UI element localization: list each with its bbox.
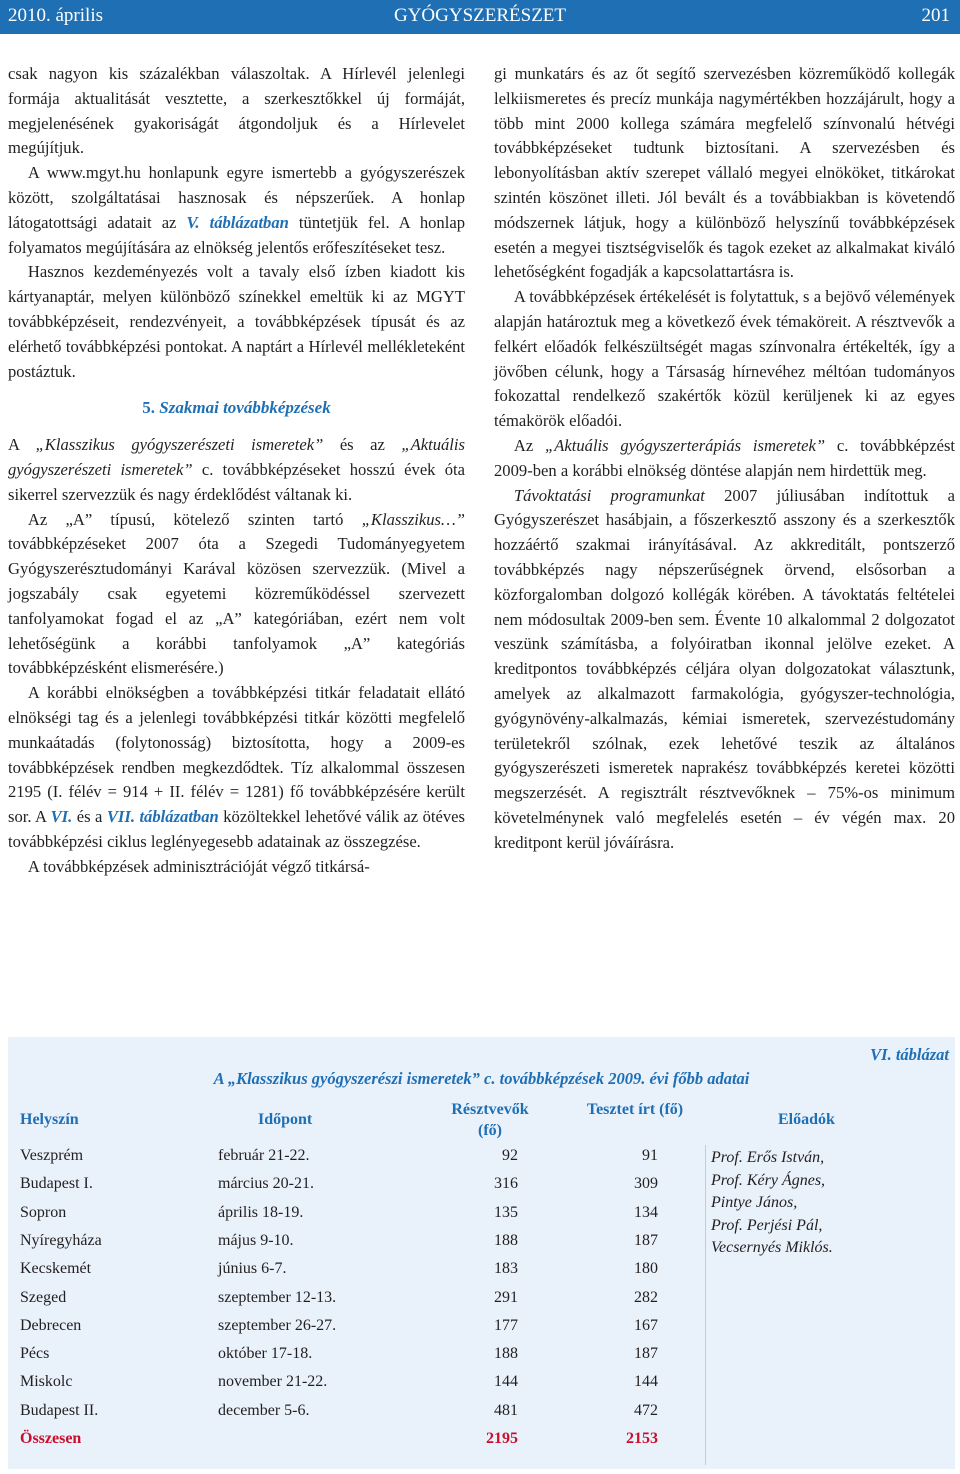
table-row xyxy=(8,1340,708,1367)
cell-participants: 177 xyxy=(494,1316,518,1334)
table-row xyxy=(8,1199,708,1226)
paragraph: A www.mgyt.hu honlapunk egyre ismertebb a gyógyszerészek között, szolgáltatásai hasznosak és népszerűek. A honlap látogatottsági adatait az V. táblázatban tüntetjük fel. A honlap folyamatos megújítására az elnökség jelentős erőfeszítéseket tesz. xyxy=(8,163,465,257)
header-place: Helyszín xyxy=(20,1111,79,1128)
table-row xyxy=(8,1170,708,1197)
table-row xyxy=(8,1368,708,1395)
cell-place: Nyíregyháza xyxy=(20,1231,102,1249)
cell-place: Miskolc xyxy=(20,1373,73,1391)
cell-participants: 188 xyxy=(494,1231,518,1249)
cell-date: június 6-7. xyxy=(218,1260,287,1278)
cell-tests: 167 xyxy=(634,1316,658,1334)
cell-tests: 180 xyxy=(634,1260,658,1278)
cell-tests: 2153 xyxy=(626,1430,658,1447)
lecturer: Prof. Kéry Ágnes, xyxy=(711,1171,826,1189)
cell-participants: 92 xyxy=(502,1147,518,1164)
lecturer: Prof. Perjési Pál, xyxy=(711,1216,823,1234)
cell-date: december 5-6. xyxy=(218,1401,310,1419)
cell-place: Kecskemét xyxy=(20,1260,92,1278)
cell-tests: 282 xyxy=(634,1288,658,1306)
cell-tests: 187 xyxy=(634,1345,658,1363)
paragraph: Hasznos kezdeményezés volt a tavaly első ízben kiadott kis kártyanaptár, melyen különböző színekkel emeltük ki az MGYT továbbképzéseit, rendezvényeit, a továbbképzések típusát és az elérhető továbbképzési pontokat. A naptárt a Hírlevél mellékleteként postáztuk. xyxy=(8,262,465,381)
data-table xyxy=(8,1037,955,1469)
table-row xyxy=(8,1397,708,1424)
paragraph: A továbbképzések értékelését is folytattuk, s a bejövő vélemények alapján határoztuk meg a következő évek témaköreit. A résztvevők a felkért előadók felkészültségét magas színvonalra értékelték, így a jövőben célunk, hogy a Társaság hírnevéhez méltóan tudományos fokozattal rendelkező szakértők közül kerüljenek ki az egyes témakörök előadói. xyxy=(494,287,955,431)
paragraph: Az „Aktuális gyógyszerterápiás ismeretek” c. továbbképzést 2009-ben a korábbi elnökség döntése alapján nem hirdettük meg. xyxy=(494,435,956,480)
journal-title: GYÓGYSZERÉSZET xyxy=(393,5,567,26)
paragraph: A továbbképzések adminisztrációját végző titkársá- xyxy=(27,856,370,876)
cell-date: május 9-10. xyxy=(218,1231,294,1249)
cell-place: Budapest I. xyxy=(20,1175,93,1193)
issue-date: 2010. április xyxy=(8,5,103,26)
cell-place: Debrecen xyxy=(20,1316,82,1334)
cell-place: Összesen xyxy=(20,1430,82,1447)
cell-date: szeptember 12-13. xyxy=(218,1288,337,1306)
header-participants: Résztvevők (fő) xyxy=(451,1101,529,1139)
cell-participants: 135 xyxy=(494,1203,518,1221)
right-column xyxy=(494,62,955,856)
page-number: 201 xyxy=(921,5,950,26)
cell-place: Pécs xyxy=(20,1345,50,1363)
table-row xyxy=(8,1227,708,1254)
cell-participants: 291 xyxy=(494,1288,518,1306)
cell-tests: 309 xyxy=(634,1175,658,1193)
header-date: Időpont xyxy=(258,1111,313,1128)
lecturer: Vecsernyés Miklós. xyxy=(711,1239,833,1256)
divider xyxy=(705,1145,706,1465)
table-row xyxy=(8,1284,708,1311)
cell-participants: 188 xyxy=(494,1345,518,1363)
page-header xyxy=(0,0,960,34)
paragraph: Távoktatási programunkat 2007 júliusában indítottuk a Gyógyszerészet hasábjain, a főszerkesztő asszony és a szerkesztők hozzáértő szakmai irányításával. Az akkreditált, pontszerző továbbképzés nagy népszerűségnek örvend, elsősorban a közforgalomban dolgozó kollégák körében. A távoktatás feltételei nem módosultak 2009-ben sem. Évente 10 alkalommal 2 dolgozatot veszünk számításba, a folyóiratban ikonnal jelölve ezeket. A kreditpontos továbbképzés céljára olyan dolgozatokat választunk, amelyek az alkalmazott farmakológia, gyógyszer-technológia, gyógynövény-alkalmazás, kémiai ismeretek, szervezéstudomány területekről szólnak, ezek lehetővé teszik az általános gyógyszerészeti ismeretek naprakész továbbképzés keretei közötti megszerzését. A regisztrált résztvevőknek – 75%-os minimum követelménynek való megfelelés esetén – év végén max. 20 kreditpont kerül jóváírásra. xyxy=(494,485,956,852)
cell-participants: 316 xyxy=(494,1175,518,1193)
header-tests: Tesztet írt (fő) xyxy=(586,1101,684,1118)
cell-participants: 481 xyxy=(494,1401,518,1419)
cell-tests: 187 xyxy=(634,1231,658,1249)
cell-tests: 144 xyxy=(634,1373,658,1391)
cell-tests: 134 xyxy=(634,1203,658,1221)
paragraph: A korábbi elnökségben a továbbképzési titkár feladatait ellátó elnökségi tag és a jelenlegi továbbképzési titkár közötti megfelelő munkaátadás (folytonosság) biztosította, hogy a 2009-es továbbképzések rendben megkezdődtek. Tíz alkalommal összesen 2195 (I. félév = 914 + II. félév = 1281) fő továbbképzésére került sor. A VI. és a VII. táblázatban közöltekkel lehetővé válik az ötéves továbbképzési ciklus leglényegesebb adatainak az összegzése. xyxy=(8,683,465,851)
left-column xyxy=(8,62,465,880)
cell-place: Sopron xyxy=(20,1203,67,1221)
cell-date: február 21-22. xyxy=(218,1147,310,1164)
table-row xyxy=(8,1312,708,1339)
header-lecturers: Előadók xyxy=(778,1111,835,1128)
lecturers-list xyxy=(711,1147,931,1260)
table-total-row xyxy=(8,1425,708,1452)
table-row xyxy=(8,1142,708,1169)
lecturer: Prof. Erős István, xyxy=(711,1149,825,1166)
cell-date: március 20-21. xyxy=(218,1175,314,1193)
cell-date: november 21-22. xyxy=(218,1373,328,1391)
cell-date: szeptember 26-27. xyxy=(218,1316,337,1334)
table-caption: VI. táblázat xyxy=(870,1045,949,1064)
section-heading: 5. Szakmai továbbképzések xyxy=(142,398,331,418)
cell-tests: 472 xyxy=(634,1401,658,1419)
cell-participants: 183 xyxy=(494,1260,518,1278)
table-title: A „Klasszikus gyógyszerészi ismeretek” c. továbbképzések 2009. évi főbb adatai xyxy=(213,1069,750,1088)
cell-date: április 18-19. xyxy=(218,1203,304,1221)
cell-participants: 144 xyxy=(494,1373,518,1391)
table-reference: V. táblázatban xyxy=(186,212,289,232)
paragraph: csak nagyon kis százalékban válaszoltak. A Hírlevél jelenlegi formája aktualitását vesztette, a szerkesztőkkel új formáját, megjelenésének gyakoriságát átgondoljuk és a Hírlevelet megújítjuk. xyxy=(8,64,465,158)
paragraph: A „Klasszikus gyógyszerészeti ismeretek” és az „Aktuális gyógyszerészeti ismeretek” c. továbbképzéseket hosszú évek óta sikerrel szervezzük és nagy érdeklődést váltanak ki. xyxy=(8,435,465,504)
cell-participants: 2195 xyxy=(486,1430,518,1447)
paragraph: Az „A” típusú, kötelező szinten tartó „Klasszikus…” továbbképzéseket 2007 óta a Szegedi Tudományegyetem Gyógyszerésztudományi Karával közösen szervezzük. (Mivel a jogszabály csak egyetemi közreműködéssel szervezett tanfolyamokat fogad el az „A” kategóriában, ezért nem volt lehetőségünk a korábbi tanfolyamok „A” kategóriás továbbképzésként elismerésére.) xyxy=(8,509,465,678)
cell-place: Szeged xyxy=(20,1288,67,1306)
lecturer: Pintye János, xyxy=(711,1194,798,1211)
table-row xyxy=(8,1255,708,1282)
cell-place: Budapest II. xyxy=(20,1401,99,1419)
paragraph: gi munkatárs és az őt segítő szervezésben közreműködő kollegák lelkiismeretes és precíz munkája nagymértékben hozzájárult, hogy a több mint 2000 kollega számára megfelelő színvonalú hétvégi továbbképzéseket tudtunk biztosítani. A szervezésben és lebonyolításban aktív szerepet vállaló megyei elnököket, titkárokat szintén köszönet illeti. Jól bevált és a továbbiakban is követendő módszernek látjuk, hogy a különböző helyszínű továbbképzések esetén a megyei tisztségviselők és tagok ezeket az alkalmakat kiváló lehetőségként fogadják a kapcsolattartásra is. xyxy=(494,64,955,282)
cell-date: október 17-18. xyxy=(218,1345,313,1363)
cell-place: Veszprém xyxy=(20,1147,84,1164)
cell-tests: 91 xyxy=(642,1147,658,1164)
